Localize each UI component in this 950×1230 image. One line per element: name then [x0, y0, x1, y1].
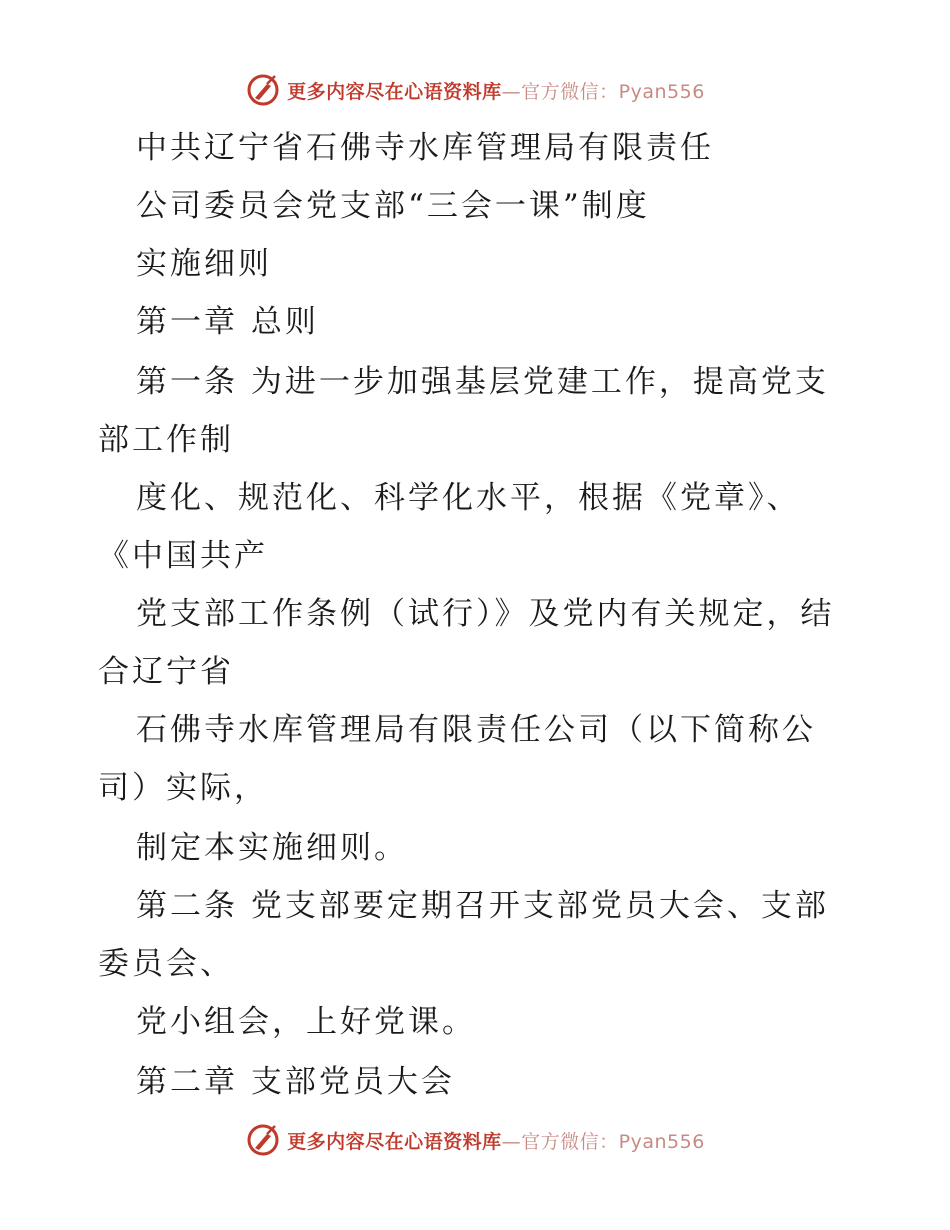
banner-dash: —	[501, 80, 522, 103]
title-line-3: 实施细则	[136, 246, 272, 282]
title-line-1: 中共辽宁省石佛寺水库管理局有限责任	[136, 130, 714, 166]
article-1-line-5: 党支部工作条例（试行）》及党内有关规定，结	[136, 596, 835, 632]
banner-text	[287, 77, 705, 104]
article-1-line-9: 制定本实施细则。	[136, 830, 408, 866]
chapter-heading-2: 第二章 支部党员大会	[136, 1064, 455, 1100]
quill-pen-logo-icon	[245, 1122, 281, 1158]
article-1-line-1: 第一条 为进一步加强基层党建工作，提高党支	[136, 364, 829, 400]
quill-pen-logo-icon	[245, 72, 281, 108]
article-1-line-8: 司）实际，	[98, 770, 268, 806]
article-1-line-7: 石佛寺水库管理局有限责任公司（以下简称公	[136, 712, 816, 748]
banner-contact-text: 官方微信：Pyan556	[521, 80, 705, 103]
banner-dash: —	[501, 1130, 522, 1153]
article-1-line-2: 部工作制	[98, 422, 234, 458]
banner-text	[287, 1127, 705, 1154]
article-1-line-3: 度化、规范化、科学化水平，根据《党章》、	[136, 480, 801, 516]
title-line-2: 公司委员会党支部“三会一课”制度	[136, 188, 650, 224]
banner-content	[245, 72, 705, 108]
article-2-line-2: 委员会、	[98, 946, 234, 982]
article-1-line-4: 《中国共产	[98, 538, 268, 574]
banner-content	[245, 1122, 705, 1158]
article-1-line-6: 合辽宁省	[98, 654, 234, 690]
chapter-heading-1: 第一章 总则	[136, 304, 319, 340]
footer-banner	[0, 1120, 950, 1160]
banner-main-text: 更多内容尽在心语资料库	[287, 80, 502, 103]
article-2-line-3: 党小组会，上好党课。	[136, 1004, 476, 1040]
banner-main-text: 更多内容尽在心语资料库	[287, 1130, 502, 1153]
banner-contact-text: 官方微信：Pyan556	[521, 1130, 705, 1153]
header-banner	[0, 70, 950, 110]
article-2-line-1: 第二条 党支部要定期召开支部党员大会、支部	[136, 888, 829, 924]
